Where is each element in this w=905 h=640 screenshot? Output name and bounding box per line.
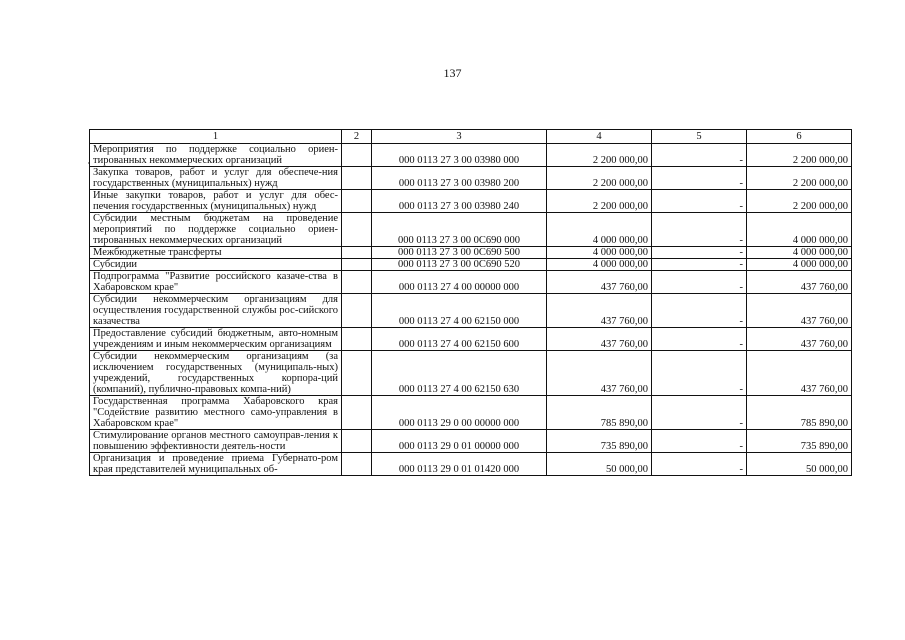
row-code: 000 0113 27 3 00 0С690 500 (372, 247, 547, 259)
row-col5: - (652, 396, 747, 430)
row-col5: - (652, 247, 747, 259)
table-row (90, 453, 852, 476)
row-col6: 4 000 000,00 (747, 247, 852, 259)
row-code: 000 0113 29 0 01 00000 000 (372, 430, 547, 453)
table-row (90, 430, 852, 453)
row-col2 (342, 294, 372, 328)
row-col4: 4 000 000,00 (547, 259, 652, 271)
table-row (90, 328, 852, 351)
row-code: 000 0113 27 3 00 0С690 520 (372, 259, 547, 271)
row-code: 000 0113 27 4 00 00000 000 (372, 271, 547, 294)
row-col6: 437 760,00 (747, 294, 852, 328)
row-name: Закупка товаров, работ и услуг для обеспече-ния государственных (муниципальных) нужд (90, 167, 342, 190)
row-name: Предоставление субсидий бюджетным, авто-номным учреждениям и иным некоммерческим организациям (90, 328, 342, 351)
header-col-3: 3 (372, 130, 547, 144)
row-code: 000 0113 27 3 00 0С690 000 (372, 213, 547, 247)
row-col4: 437 760,00 (547, 328, 652, 351)
row-code: 000 0113 29 0 00 00000 000 (372, 396, 547, 430)
row-col5: - (652, 294, 747, 328)
row-col4: 2 200 000,00 (547, 167, 652, 190)
row-name: Подпрограмма "Развитие российского казаче-ства в Хабаровском крае" (90, 271, 342, 294)
header-col-4: 4 (547, 130, 652, 144)
row-col6: 4 000 000,00 (747, 259, 852, 271)
row-col4: 785 890,00 (547, 396, 652, 430)
row-code: 000 0113 27 3 00 03980 240 (372, 190, 547, 213)
row-name: Стимулирование органов местного самоуправ-ления к повышению эффективности деятель-ности (90, 430, 342, 453)
row-col2 (342, 351, 372, 396)
row-col4: 437 760,00 (547, 271, 652, 294)
row-code: 000 0113 27 4 00 62150 630 (372, 351, 547, 396)
table-row (90, 259, 852, 271)
row-col2 (342, 167, 372, 190)
row-col5: - (652, 213, 747, 247)
row-col6: 50 000,00 (747, 453, 852, 476)
page-number: 137 (443, 66, 462, 80)
row-name: Организация и проведение приема Губернато-ром края представителей муниципальных об- (90, 453, 342, 476)
row-name: Субсидии (90, 259, 342, 271)
row-col6: 2 200 000,00 (747, 190, 852, 213)
table-row (90, 190, 852, 213)
row-name: Субсидии некоммерческим организациям для осуществления государственной службы рос-сийского казачества (90, 294, 342, 328)
header-col-6: 6 (747, 130, 852, 144)
row-col5: - (652, 351, 747, 396)
row-col5: - (652, 167, 747, 190)
row-col6: 2 200 000,00 (747, 167, 852, 190)
row-col6: 437 760,00 (747, 328, 852, 351)
row-col2 (342, 144, 372, 167)
row-code: 000 0113 27 3 00 03980 000 (372, 144, 547, 167)
row-col6: 785 890,00 (747, 396, 852, 430)
row-col2 (342, 453, 372, 476)
row-code: 000 0113 27 3 00 03980 200 (372, 167, 547, 190)
table-row (90, 167, 852, 190)
row-col2 (342, 259, 372, 271)
header-col-5: 5 (652, 130, 747, 144)
table-row (90, 213, 852, 247)
row-col6: 2 200 000,00 (747, 144, 852, 167)
row-code: 000 0113 27 4 00 62150 600 (372, 328, 547, 351)
row-col6: 735 890,00 (747, 430, 852, 453)
table-row (90, 271, 852, 294)
row-col4: 437 760,00 (547, 351, 652, 396)
row-col5: - (652, 259, 747, 271)
row-col2 (342, 430, 372, 453)
row-col5: - (652, 271, 747, 294)
row-col6: 437 760,00 (747, 351, 852, 396)
row-name: Мероприятия по поддержке социально ориен-тированных некоммерческих организаций (90, 144, 342, 167)
row-col4: 2 200 000,00 (547, 144, 652, 167)
budget-table (89, 129, 852, 476)
row-col2 (342, 328, 372, 351)
row-col5: - (652, 430, 747, 453)
row-col2 (342, 213, 372, 247)
row-col5: - (652, 453, 747, 476)
table-row (90, 144, 852, 167)
row-name: Межбюджетные трансферты (90, 247, 342, 259)
row-name: Субсидии местным бюджетам на проведение мероприятий по поддержке социально ориен-тированных некоммерческих организаций (90, 213, 342, 247)
row-col4: 4 000 000,00 (547, 213, 652, 247)
row-col6: 437 760,00 (747, 271, 852, 294)
row-col2 (342, 271, 372, 294)
header-row (90, 130, 852, 144)
row-name: Государственная программа Хабаровского края "Содействие развитию местного само-управления в Хабаровском крае" (90, 396, 342, 430)
table-row (90, 247, 852, 259)
row-name: Субсидии некоммерческим организациям (за исключением государственных (муниципаль-ных) учреждений, государственных корпора-ций (компаний), публично-правовых компа-ний) (90, 351, 342, 396)
row-col2 (342, 247, 372, 259)
row-code: 000 0113 27 4 00 62150 000 (372, 294, 547, 328)
row-col4: 735 890,00 (547, 430, 652, 453)
row-col4: 4 000 000,00 (547, 247, 652, 259)
row-code: 000 0113 29 0 01 01420 000 (372, 453, 547, 476)
table-row (90, 294, 852, 328)
row-col5: - (652, 190, 747, 213)
header-col-2: 2 (342, 130, 372, 144)
row-col2 (342, 396, 372, 430)
row-col4: 2 200 000,00 (547, 190, 652, 213)
row-col5: - (652, 144, 747, 167)
row-col4: 437 760,00 (547, 294, 652, 328)
header-col-1: 1 (90, 130, 342, 144)
row-name: Иные закупки товаров, работ и услуг для обес-печения государственных (муниципальных) нужд (90, 190, 342, 213)
table-row (90, 351, 852, 396)
table-row (90, 396, 852, 430)
row-col5: - (652, 328, 747, 351)
row-col2 (342, 190, 372, 213)
row-col4: 50 000,00 (547, 453, 652, 476)
row-col6: 4 000 000,00 (747, 213, 852, 247)
